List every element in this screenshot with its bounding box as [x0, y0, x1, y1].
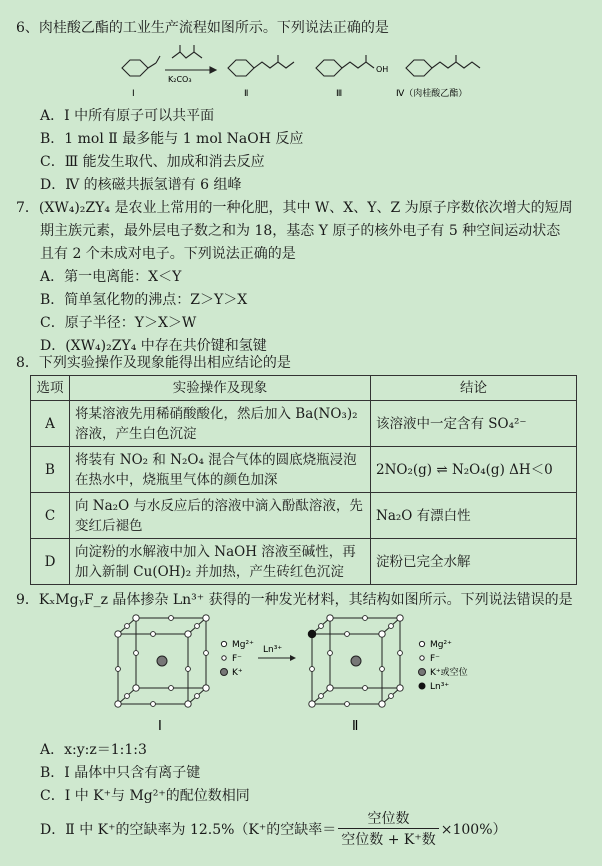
legend2-f: F⁻: [430, 654, 440, 664]
header-option: 选项: [31, 376, 70, 401]
row-option: D: [31, 539, 70, 585]
q8-stem: 8．下列实验操作及现象能得出相应结论的是: [16, 355, 291, 371]
row-option: B: [31, 447, 70, 493]
row-conclusion: 淀粉已完全水解: [371, 539, 577, 585]
row-option: C: [31, 493, 70, 539]
legend1-k: K⁺: [232, 668, 243, 678]
compound-label-4: Ⅳ（肉桂酸乙酯）: [396, 89, 468, 99]
row-operation: 将装有 NO₂ 和 N₂O₄ 混合气体的圆底烧瓶浸泡在热水中，烧瓶里气体的颜色加深: [70, 447, 371, 493]
q9-stem: 9．KₓMgᵧF_z 晶体掺杂 Ln³⁺ 获得的一种发光材料，其结构如图所示。下列说法错误的是: [16, 592, 573, 608]
q6-option-c: C．Ⅲ 能发生取代、加成和消去反应: [40, 154, 265, 170]
legend2-k-vacancy: K⁺或空位: [430, 668, 468, 678]
table-row: [31, 493, 577, 539]
q9-option-a: A．x:y:z＝1:1:3: [40, 742, 147, 758]
q7-option-d: D．(XW₄)₂ZY₄ 中存在共价键和氢键: [40, 338, 267, 354]
row-operation: 将某溶液先用稀硝酸酸化，然后加入 Ba(NO₃)₂ 溶液，产生白色沉淀: [70, 401, 371, 447]
hydroxyl-label: OH: [376, 65, 389, 74]
q8-table: [30, 375, 577, 585]
benzene-ring-4: [406, 60, 432, 76]
benzene-ring-3: [316, 60, 342, 76]
compound-label-2: Ⅱ: [244, 89, 249, 99]
row-operation: 向淀粉的水解液中加入 NaOH 溶液至碱性，再加入新制 Cu(OH)₂ 并加热，产生砖红色沉淀: [70, 539, 371, 585]
benzene-ring-1: [122, 60, 148, 76]
legend2-ln: Ln³⁺: [430, 682, 450, 692]
q9-option-c: C．Ⅰ 中 K⁺与 Mg²⁺的配位数相同: [40, 788, 250, 804]
table-header-row: [31, 376, 577, 401]
legend1-f: F⁻: [232, 654, 242, 664]
vacancy-fraction: [338, 808, 438, 849]
legend2-mg: Mg²⁺: [430, 640, 452, 650]
row-conclusion: 2NO₂(g) ⇌ N₂O₄(g) ΔH＜0: [371, 447, 577, 493]
q6-option-b: B．1 mol Ⅱ 最多能与 1 mol NaOH 反应: [40, 131, 304, 147]
header-conclusion: 结论: [371, 376, 577, 401]
fraction-denominator: 空位数 + K⁺数: [341, 832, 436, 848]
table-row: [31, 401, 577, 447]
reagent-label: K₂CO₃: [168, 75, 192, 84]
row-conclusion: 该溶液中一定含有 SO₄²⁻: [371, 401, 577, 447]
q9-option-d-text: D．Ⅱ 中 K⁺的空缺率为 12.5%（K⁺的空缺率＝: [40, 821, 337, 838]
q9-option-d-tail: ×100%）: [440, 821, 507, 838]
table-row: [31, 539, 577, 585]
q7-option-b: B．简单氢化物的沸点：Z＞Y＞X: [40, 292, 248, 308]
fraction-numerator: 空位数: [338, 808, 438, 829]
q6-stem: 6、肉桂酸乙酯的工业生产流程如图所示。下列说法正确的是: [16, 20, 389, 36]
header-operation: 实验操作及现象: [70, 376, 371, 401]
q9-option-b: B．Ⅰ 晶体中只含有离子键: [40, 765, 201, 781]
q6-reaction-scheme: [110, 38, 570, 100]
arrow-label: Ln³⁺: [263, 645, 283, 655]
row-operation: 向 Na₂O 与水反应后的溶液中滴入酚酞溶液，先变红后褪色: [70, 493, 371, 539]
q9-crystal-figure: [100, 612, 520, 740]
q7-option-a: A．第一电离能：X＜Y: [40, 269, 182, 285]
compound-label-1: Ⅰ: [132, 89, 135, 99]
q6-option-a: A．Ⅰ 中所有原子可以共平面: [40, 108, 215, 124]
q9-option-d: [40, 808, 507, 849]
row-option: A: [31, 401, 70, 447]
legend1-mg: Mg²⁺: [232, 640, 254, 650]
q7-option-c: C．原子半径：Y＞X＞W: [40, 315, 197, 331]
benzene-ring-2: [228, 60, 254, 76]
q7-stem-line-2: 期主族元素，最外层电子数之和为 18，基态 Y 原子的核外电子有 5 种空间运动状态: [40, 223, 561, 239]
q6-option-d: D．Ⅳ 的核磁共振氢谱有 6 组峰: [40, 177, 242, 193]
q7-stem-line-1: 7．(XW₄)₂ZY₄ 是农业上常用的一种化肥，其中 W、X、Y、Z 为原子序数依次增大的短周: [16, 200, 573, 216]
figure-label-1: Ⅰ: [158, 719, 162, 734]
q7-stem-line-3: 且有 2 个未成对电子。下列说法正确的是: [40, 246, 296, 262]
figure-label-2: Ⅱ: [352, 719, 359, 734]
table-row: [31, 447, 577, 493]
compound-label-3: Ⅲ: [336, 89, 343, 99]
row-conclusion: Na₂O 有漂白性: [371, 493, 577, 539]
